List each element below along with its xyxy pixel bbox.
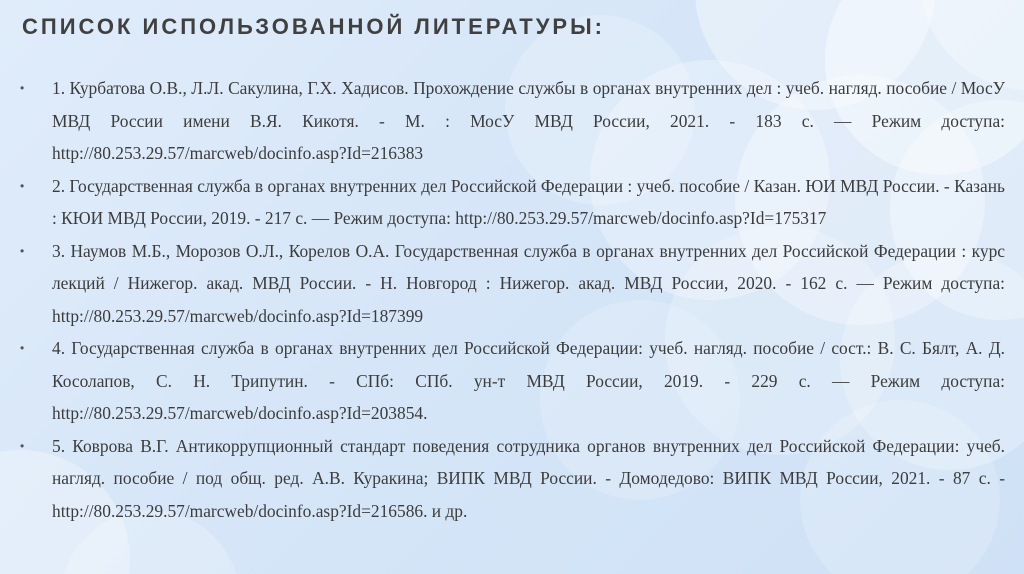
slide-title: СПИСОК ИСПОЛЬЗОВАННОЙ ЛИТЕРАТУРЫ: [22,14,605,39]
list-item [20,235,1005,333]
bullet-icon: • [20,243,25,258]
reference-text: 5. Коврова В.Г. Антикоррупционный стандарт поведения сотрудника органов внутренних дел Российской Федерации: учеб. нагляд. пособие / под общ. ред. А.В. Куракина; ВИПК МВД России. - Домодедово: ВИПК МВД России, 2021. - 87 с. - http://80.253.29.57/marcweb/docinfo.asp?Id=216586. и др. [52,435,1005,521]
list-item [20,332,1005,430]
bullet-icon: • [20,178,25,193]
reference-list [20,72,1005,527]
reference-text: 4. Государственная служба в органах внутренних дел Российской Федерации: учеб. нагляд. пособие / сост.: В. С. Бялт, А. Д. Косолапов, С. Н. Трипутин. - СПб: СПб. ун-т МВД России, 2019. - 229 с. — Режим доступа: http://80.253.29.57/marcweb/docinfo.asp?Id=203854. [52,338,1005,423]
bullet-icon: • [20,81,25,95]
reference-text: 1. Курбатова О.В., Л.Л. Сакулина, Г.Х. Хадисов. Прохождение службы в органах внутренних дел : учеб. нагляд. пособие / МосУ МВД России имени В.Я. Кикотя. - М. : МосУ МВД России, 2021. - 183 с. — Режим доступа: http://80.253.29.57/marcweb/docinfo.asp?Id=216383 [52,78,1005,163]
reference-text: 3. Наумов М.Б., Морозов О.Л., Корелов О.А. Государственная служба в органах внутренних дел Российской Федерации : курс лекций / Нижегор. акад. МВД России. - Н. Новгород : Нижегор. акад. МВД России, 2020. - 162 с. — Режим доступа: http://80.253.29.57/marcweb/docinfo.asp?Id=187399 [52,240,1005,326]
reference-text: 2. Государственная служба в органах внутренних дел Российской Федерации : учеб. пособие / Казан. ЮИ МВД России. - Казань : КЮИ МВД России, 2019. - 217 с. — Режим доступа: http://80.253.29.57/marcweb/docinfo.asp?Id=175317 [52,175,1005,228]
list-item [20,430,1005,528]
list-item [20,170,1005,235]
list-item [20,72,1005,170]
bullet-icon: • [20,341,25,355]
bullet-icon: • [20,438,25,453]
